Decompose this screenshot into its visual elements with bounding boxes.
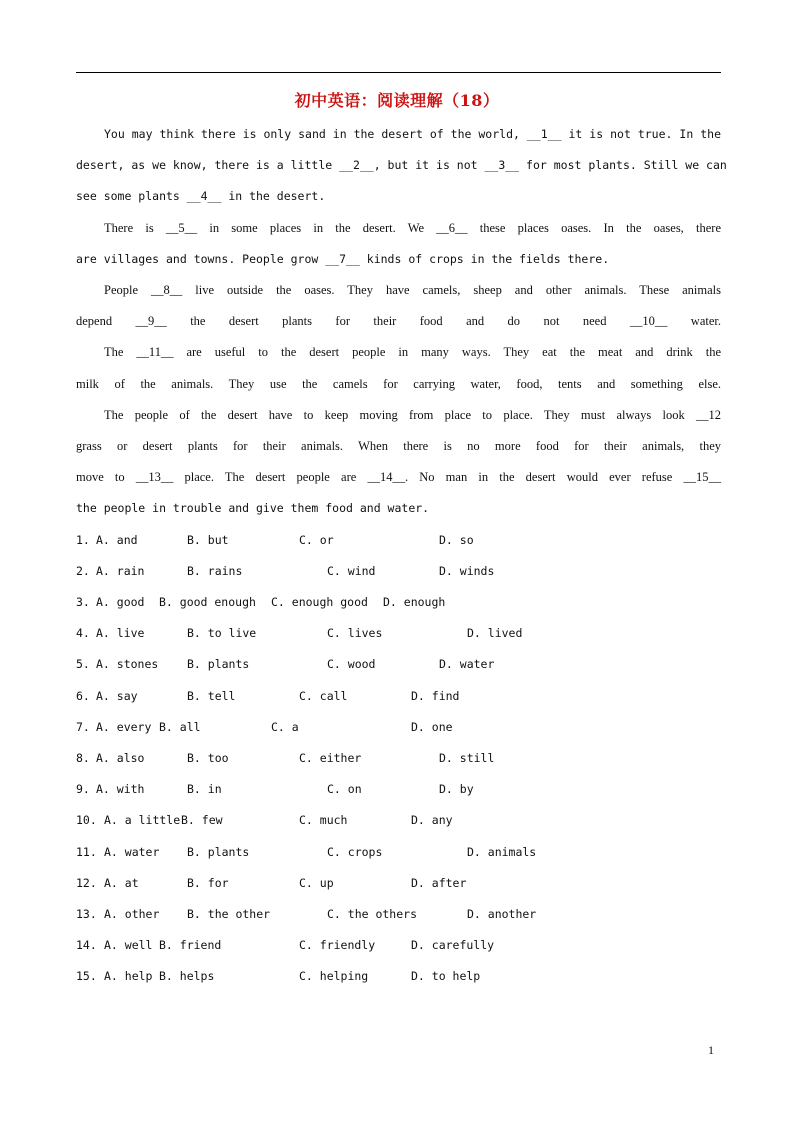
question-number: 13.: [76, 907, 97, 921]
option-c: C. call: [299, 689, 348, 703]
option-a: A. live: [96, 626, 145, 640]
option-d: D. carefully: [411, 938, 495, 952]
option-a: A. and: [96, 533, 138, 547]
option-c: C. wind: [327, 564, 376, 578]
option-b: B. friend: [159, 938, 222, 952]
passage-line: The __11__ are useful to the desert people in many ways. They eat the meat and drink the: [104, 345, 721, 359]
question-number: 14.: [76, 938, 97, 952]
question-number: 12.: [76, 876, 97, 890]
option-b: B. plants: [187, 657, 250, 671]
option-d: D. animals: [467, 845, 537, 859]
option-c: C. helping: [299, 969, 369, 983]
option-c: C. wood: [327, 657, 376, 671]
passage-line: the people in trouble and give them food and water.: [76, 501, 430, 515]
option-a: A. good: [96, 595, 145, 609]
option-d: D. water: [439, 657, 495, 671]
passage-line: depend __9__ the desert plants for their food and do not need __10__ water.: [76, 314, 721, 328]
question-number: 15.: [76, 969, 97, 983]
option-b: B. good enough: [159, 595, 256, 609]
option-a: A. at: [104, 876, 139, 890]
option-c: C. on: [327, 782, 362, 796]
passage-line: milk of the animals. They use the camels for carrying water, food, tents and something else.: [76, 377, 721, 391]
passage-line: The people of the desert have to keep moving from place to place. They must always look __12: [104, 408, 721, 422]
option-d: D. another: [467, 907, 537, 921]
passage-line: move to __13__ place. The desert people are __14__. No man in the desert would ever refuse __15__: [76, 470, 721, 484]
option-c: C. lives: [327, 626, 383, 640]
option-b: B. too: [187, 751, 229, 765]
header-rule: [76, 72, 721, 73]
question-number: 3.: [76, 595, 90, 609]
option-c: C. friendly: [299, 938, 376, 952]
option-b: B. tell: [187, 689, 236, 703]
option-b: B. helps: [159, 969, 215, 983]
option-b: B. plants: [187, 845, 250, 859]
option-b: B. rains: [187, 564, 243, 578]
option-a: A. help: [104, 969, 153, 983]
question-number: 7.: [76, 720, 90, 734]
question-number: 6.: [76, 689, 90, 703]
option-c: C. a: [271, 720, 299, 734]
question-number: 5.: [76, 657, 90, 671]
option-d: D. after: [411, 876, 467, 890]
option-a: A. other: [104, 907, 160, 921]
option-c: C. much: [299, 813, 348, 827]
option-c: C. up: [299, 876, 334, 890]
option-d: D. any: [411, 813, 453, 827]
option-a: A. rain: [96, 564, 145, 578]
option-d: D. to help: [411, 969, 481, 983]
option-b: B. all: [159, 720, 201, 734]
option-a: A. well: [104, 938, 153, 952]
question-number: 2.: [76, 564, 90, 578]
option-d: D. lived: [467, 626, 523, 640]
question-number: 4.: [76, 626, 90, 640]
option-a: A. water: [104, 845, 160, 859]
passage-line: grass or desert plants for their animals. When there is no more food for their animals, they: [76, 439, 721, 453]
option-a: A. every: [96, 720, 152, 734]
option-c: C. either: [299, 751, 362, 765]
passage-line: desert, as we know, there is a little __2__, but it is not __3__ for most plants. Still we can: [76, 158, 727, 172]
option-d: D. find: [411, 689, 460, 703]
passage-line: are villages and towns. People grow __7__ kinds of crops in the fields there.: [76, 252, 610, 266]
page-number: 1: [708, 1043, 714, 1057]
option-c: C. the others: [327, 907, 418, 921]
option-b: B. but: [187, 533, 229, 547]
question-number: 10.: [76, 813, 97, 827]
passage-line: There is __5__ in some places in the desert. We __6__ these places oases. In the oases, there: [104, 221, 721, 235]
option-d: D. by: [439, 782, 474, 796]
option-a: A. also: [96, 751, 145, 765]
question-number: 8.: [76, 751, 90, 765]
option-b: B. for: [187, 876, 229, 890]
question-number: 11.: [76, 845, 97, 859]
option-d: D. so: [439, 533, 474, 547]
option-b: B. in: [187, 782, 222, 796]
option-d: D. winds: [439, 564, 495, 578]
page-title: 初中英语：阅读理解（18）: [294, 91, 500, 110]
option-b: B. to live: [187, 626, 257, 640]
option-a: A. a little: [104, 813, 181, 827]
option-d: D. enough: [383, 595, 446, 609]
option-c: C. or: [299, 533, 334, 547]
passage-line: People __8__ live outside the oases. They have camels, sheep and other animals. These animals: [104, 283, 721, 297]
option-c: C. enough good: [271, 595, 368, 609]
option-a: A. say: [96, 689, 138, 703]
passage-line: see some plants __4__ in the desert.: [76, 189, 326, 203]
option-b: B. few: [181, 813, 223, 827]
question-number: 9.: [76, 782, 90, 796]
option-d: D. still: [439, 751, 495, 765]
option-a: A. with: [96, 782, 145, 796]
question-number: 1.: [76, 533, 90, 547]
option-c: C. crops: [327, 845, 383, 859]
option-d: D. one: [411, 720, 453, 734]
passage-line: You may think there is only sand in the desert of the world, __1__ it is not true. In the: [104, 127, 721, 141]
option-b: B. the other: [187, 907, 271, 921]
option-a: A. stones: [96, 657, 159, 671]
